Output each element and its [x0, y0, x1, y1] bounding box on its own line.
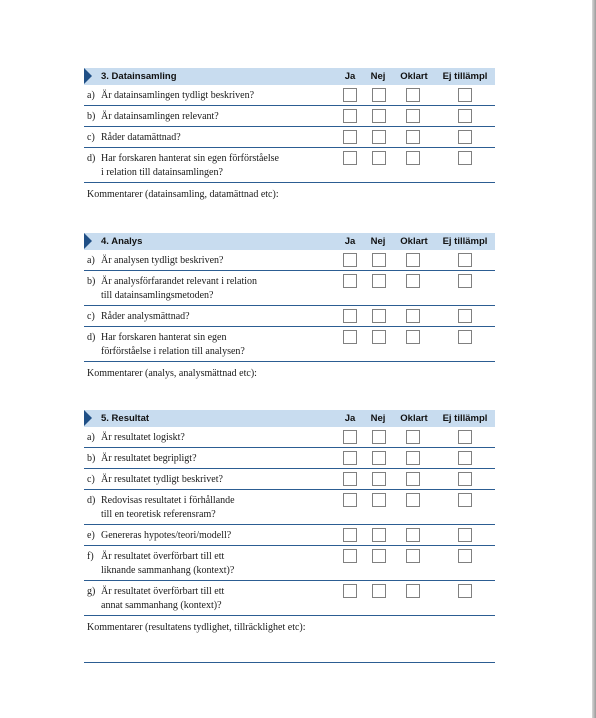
checkbox-ja[interactable]: [343, 330, 357, 344]
checkbox-ja[interactable]: [343, 528, 357, 542]
section-header: [84, 410, 495, 427]
checkbox-nej[interactable]: [372, 274, 386, 288]
question-row: [84, 581, 495, 616]
checkbox-ja[interactable]: [343, 151, 357, 165]
comment-field[interactable]: [84, 183, 495, 203]
question-text: Är resultatet överförbart till ett annat sammanhang (kontext)?: [101, 586, 225, 611]
checkbox-ja[interactable]: [343, 451, 357, 465]
section-marker-icon: [84, 410, 92, 426]
question-text: Är resultatet begripligt?: [101, 453, 197, 464]
checkbox-ja[interactable]: [343, 88, 357, 102]
checkbox-oklart[interactable]: [406, 309, 420, 323]
section-marker-icon: [84, 68, 92, 84]
checkbox-nej[interactable]: [372, 130, 386, 144]
comment-label: Kommentarer (resultatens tydlighet, tillräcklighet etc):: [87, 622, 306, 633]
question-text: Är datainsamlingen relevant?: [101, 111, 219, 122]
question-row: [84, 127, 495, 148]
question-row: [84, 327, 495, 362]
question-text: Är analysförfarandet relevant i relation till datainsamlingsmetoden?: [101, 276, 258, 301]
question-row: [84, 469, 495, 490]
section-5: [84, 410, 495, 636]
checkbox-ej-tillampl[interactable]: [458, 130, 472, 144]
checkbox-ej-tillampl[interactable]: [458, 528, 472, 542]
checkbox-oklart[interactable]: [406, 151, 420, 165]
question-letter: g): [87, 586, 96, 597]
question-row: [84, 490, 495, 525]
question-letter: c): [87, 474, 95, 485]
checkbox-ej-tillampl[interactable]: [458, 88, 472, 102]
section-header: [84, 233, 495, 250]
checkbox-ej-tillampl[interactable]: [458, 493, 472, 507]
column-header: Nej: [370, 413, 386, 424]
question-letter: c): [87, 132, 95, 143]
question-row: [84, 306, 495, 327]
question-letter: b): [87, 111, 96, 122]
checkbox-oklart[interactable]: [406, 430, 420, 444]
checkbox-nej[interactable]: [372, 430, 386, 444]
checkbox-ja[interactable]: [343, 109, 357, 123]
checkbox-ej-tillampl[interactable]: [458, 451, 472, 465]
question-text: Har forskaren hanterat sin egen förförståelse i relation till datainsamlingen?: [101, 153, 279, 178]
question-text: Är analysen tydligt beskriven?: [101, 255, 224, 266]
question-row: [84, 148, 495, 183]
checkbox-oklart[interactable]: [406, 584, 420, 598]
comment-field[interactable]: [84, 616, 495, 636]
question-letter: d): [87, 332, 96, 343]
question-row: [84, 546, 495, 581]
checkbox-oklart[interactable]: [406, 528, 420, 542]
question-row: [84, 106, 495, 127]
column-header: Nej: [370, 71, 386, 82]
checkbox-oklart[interactable]: [406, 472, 420, 486]
section-header: [84, 68, 495, 85]
question-letter: d): [87, 495, 96, 506]
question-row: [84, 448, 495, 469]
section-3: [84, 68, 495, 203]
question-text: Genereras hypotes/teori/modell?: [101, 530, 232, 541]
checkbox-nej[interactable]: [372, 451, 386, 465]
question-letter: e): [87, 530, 95, 541]
column-header: Ej tillämpl: [442, 236, 488, 247]
question-text: Är datainsamlingen tydligt beskriven?: [101, 90, 255, 101]
question-letter: b): [87, 276, 96, 287]
checkbox-ja[interactable]: [343, 274, 357, 288]
checkbox-nej[interactable]: [372, 151, 386, 165]
checkbox-oklart[interactable]: [406, 109, 420, 123]
question-letter: d): [87, 153, 96, 164]
question-row: [84, 271, 495, 306]
column-header: Ej tillämpl: [442, 71, 488, 82]
question-letter: c): [87, 311, 95, 322]
question-text: Råder datamättnad?: [101, 132, 181, 143]
column-header: Oklart: [400, 236, 428, 247]
question-text: Är resultatet logiskt?: [101, 432, 185, 443]
checkbox-ja[interactable]: [343, 130, 357, 144]
checkbox-oklart[interactable]: [406, 549, 420, 563]
question-letter: a): [87, 90, 95, 101]
checkbox-ja[interactable]: [343, 549, 357, 563]
checkbox-nej[interactable]: [372, 253, 386, 267]
checkbox-nej[interactable]: [372, 493, 386, 507]
section-title: 3. Datainsamling: [101, 71, 177, 82]
section-title: 5. Resultat: [101, 413, 150, 424]
checkbox-ej-tillampl[interactable]: [458, 253, 472, 267]
page-edge: [592, 0, 596, 718]
section-marker-icon: [84, 233, 92, 249]
comment-label: Kommentarer (analys, analysmättnad etc):: [87, 368, 257, 379]
column-header: Ja: [344, 413, 356, 424]
checkbox-ej-tillampl[interactable]: [458, 274, 472, 288]
column-header: Oklart: [400, 71, 428, 82]
question-row: [84, 85, 495, 106]
checkbox-ej-tillampl[interactable]: [458, 309, 472, 323]
question-letter: f): [87, 551, 94, 562]
checkbox-oklart[interactable]: [406, 493, 420, 507]
checkbox-nej[interactable]: [372, 309, 386, 323]
checkbox-oklart[interactable]: [406, 274, 420, 288]
question-text: Redovisas resultatet i förhållande till en teoretisk referensram?: [101, 495, 235, 520]
checkbox-ej-tillampl[interactable]: [458, 472, 472, 486]
question-letter: b): [87, 453, 96, 464]
column-header: Ja: [344, 71, 356, 82]
question-text: Är resultatet överförbart till ett liknande sammanhang (kontext)?: [101, 551, 235, 576]
checkbox-oklart[interactable]: [406, 451, 420, 465]
question-row: [84, 250, 495, 271]
column-header: Oklart: [400, 413, 428, 424]
question-row: [84, 427, 495, 448]
checkbox-ja[interactable]: [343, 253, 357, 267]
checkbox-ja[interactable]: [343, 584, 357, 598]
question-text: Råder analysmättnad?: [101, 311, 190, 322]
question-text: Har forskaren hanterat sin egen förförståelse i relation till analysen?: [101, 332, 245, 357]
checkbox-ja[interactable]: [343, 472, 357, 486]
comment-field[interactable]: [84, 362, 495, 382]
checkbox-ej-tillampl[interactable]: [458, 430, 472, 444]
bottom-rule: [84, 662, 495, 663]
checkbox-ej-tillampl[interactable]: [458, 330, 472, 344]
checkbox-ja[interactable]: [343, 493, 357, 507]
section-4: [84, 233, 495, 382]
checkbox-oklart[interactable]: [406, 253, 420, 267]
checkbox-nej[interactable]: [372, 472, 386, 486]
checkbox-nej[interactable]: [372, 549, 386, 563]
checkbox-ej-tillampl[interactable]: [458, 584, 472, 598]
column-header: Nej: [370, 236, 386, 247]
column-header: Ja: [344, 236, 356, 247]
question-row: [84, 525, 495, 546]
checkbox-nej[interactable]: [372, 528, 386, 542]
comment-label: Kommentarer (datainsamling, datamättnad etc):: [87, 189, 279, 200]
section-title: 4. Analys: [101, 236, 143, 247]
checkbox-oklart[interactable]: [406, 130, 420, 144]
column-header: Ej tillämpl: [442, 413, 488, 424]
question-text: Är resultatet tydligt beskrivet?: [101, 474, 223, 485]
checkbox-nej[interactable]: [372, 330, 386, 344]
checkbox-nej[interactable]: [372, 109, 386, 123]
checkbox-nej[interactable]: [372, 88, 386, 102]
checkbox-ej-tillampl[interactable]: [458, 549, 472, 563]
checkbox-ja[interactable]: [343, 430, 357, 444]
checkbox-oklart[interactable]: [406, 330, 420, 344]
checkbox-nej[interactable]: [372, 584, 386, 598]
checkbox-oklart[interactable]: [406, 88, 420, 102]
question-letter: a): [87, 432, 95, 443]
checkbox-ja[interactable]: [343, 309, 357, 323]
checkbox-ej-tillampl[interactable]: [458, 151, 472, 165]
question-letter: a): [87, 255, 95, 266]
checkbox-ej-tillampl[interactable]: [458, 109, 472, 123]
